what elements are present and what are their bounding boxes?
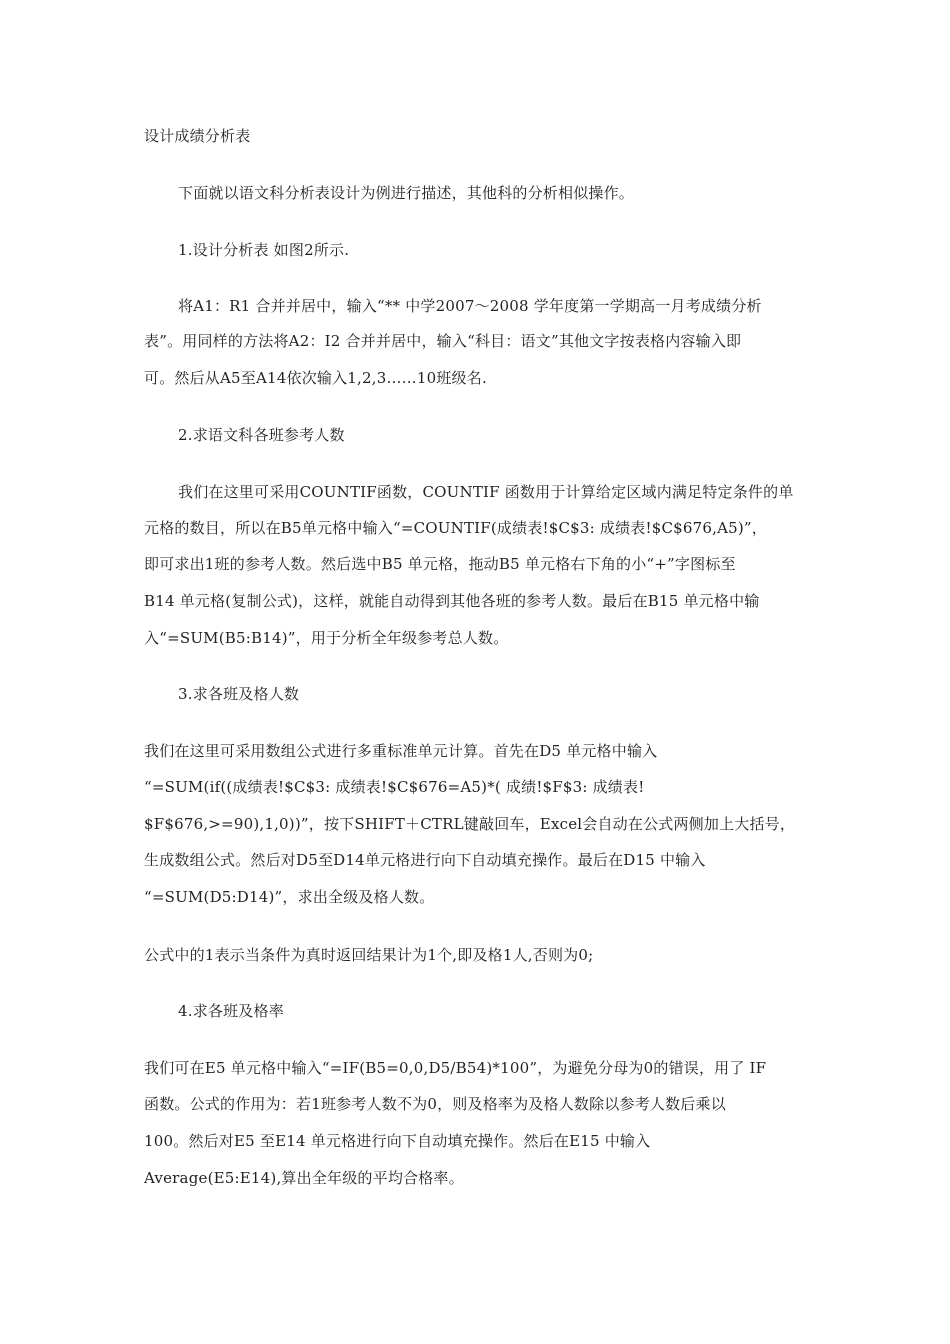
section-3-line: 我们在这里可采用数组公式进行多重标准单元计算。首先在D5 单元格中输入	[144, 742, 658, 760]
section-4-line: Average(E5:E14),算出全年级的平均合格率。	[144, 1169, 464, 1187]
section-1-heading: 1.设计分析表 如图2所示.	[178, 241, 350, 259]
section-4-heading: 4.求各班及格率	[178, 1002, 284, 1020]
section-2-heading: 2.求语文科各班参考人数	[178, 426, 345, 444]
section-1-line: 可。然后从A5至A14依次输入1,2,3……10班级名.	[144, 369, 487, 387]
section-4-line: 100。然后对E5 至E14 单元格进行向下自动填充操作。然后在E15 中输入	[144, 1132, 651, 1150]
section-2-line: B14 单元格(复制公式)，这样，就能自动得到其他各班的参考人数。最后在B15 单元格中输	[144, 592, 760, 610]
section-4-line: 我们可在E5 单元格中输入“=IF(B5=0,0,D5/B54)*100”，为避免分母为0的错误，用了 IF	[144, 1059, 767, 1077]
section-3-note: 公式中的1表示当条件为真时返回结果计为1个,即及格1人,否则为0;	[144, 946, 594, 964]
section-2-line: 入“=SUM(B5:B14)”，用于分析全年级参考总人数。	[144, 629, 509, 647]
section-3-line: “=SUM(if((成绩表!$C$3: 成绩表!$C$676=A5)*( 成绩!$F$3: 成绩表!	[144, 778, 645, 796]
section-3-line: 生成数组公式。然后对D5至D14单元格进行向下自动填充操作。最后在D15 中输入	[144, 851, 706, 869]
section-2-line: 即可求出1班的参考人数。然后选中B5 单元格，拖动B5 单元格右下角的小“+”字图标至	[144, 555, 736, 573]
section-2-line: 元格的数目，所以在B5单元格中输入“=COUNTIF(成绩表!$C$3: 成绩表!$C$676,A5)”，	[144, 519, 767, 537]
section-4-line: 函数。公式的作用为：若1班参考人数不为0，则及格率为及格人数除以参考人数后乘以	[144, 1095, 726, 1113]
section-3-line: “=SUM(D5:D14)”，求出全级及格人数。	[144, 888, 435, 906]
document-title: 设计成绩分析表	[144, 127, 251, 145]
section-1-line: 表”。用同样的方法将A2：I2 合并并居中，输入“科目：语文”其他文字按表格内容输入即	[144, 332, 742, 350]
section-3-line: $F$676,>=90),1,0))”，按下SHIFT＋CTRL键敲回车，Excel会自动在公式两侧加上大括号，	[144, 815, 796, 833]
section-1-line: 将A1：R1 合并并居中，输入“** 中学2007～2008 学年度第一学期高一月考成绩分析	[178, 297, 762, 315]
section-2-line: 我们在这里可采用COUNTIF函数，COUNTIF 函数用于计算给定区域内满足特定条件的单	[178, 483, 794, 501]
intro-paragraph: 下面就以语文科分析表设计为例进行描述，其他科的分析相似操作。	[178, 184, 635, 202]
section-3-heading: 3.求各班及格人数	[178, 685, 300, 703]
